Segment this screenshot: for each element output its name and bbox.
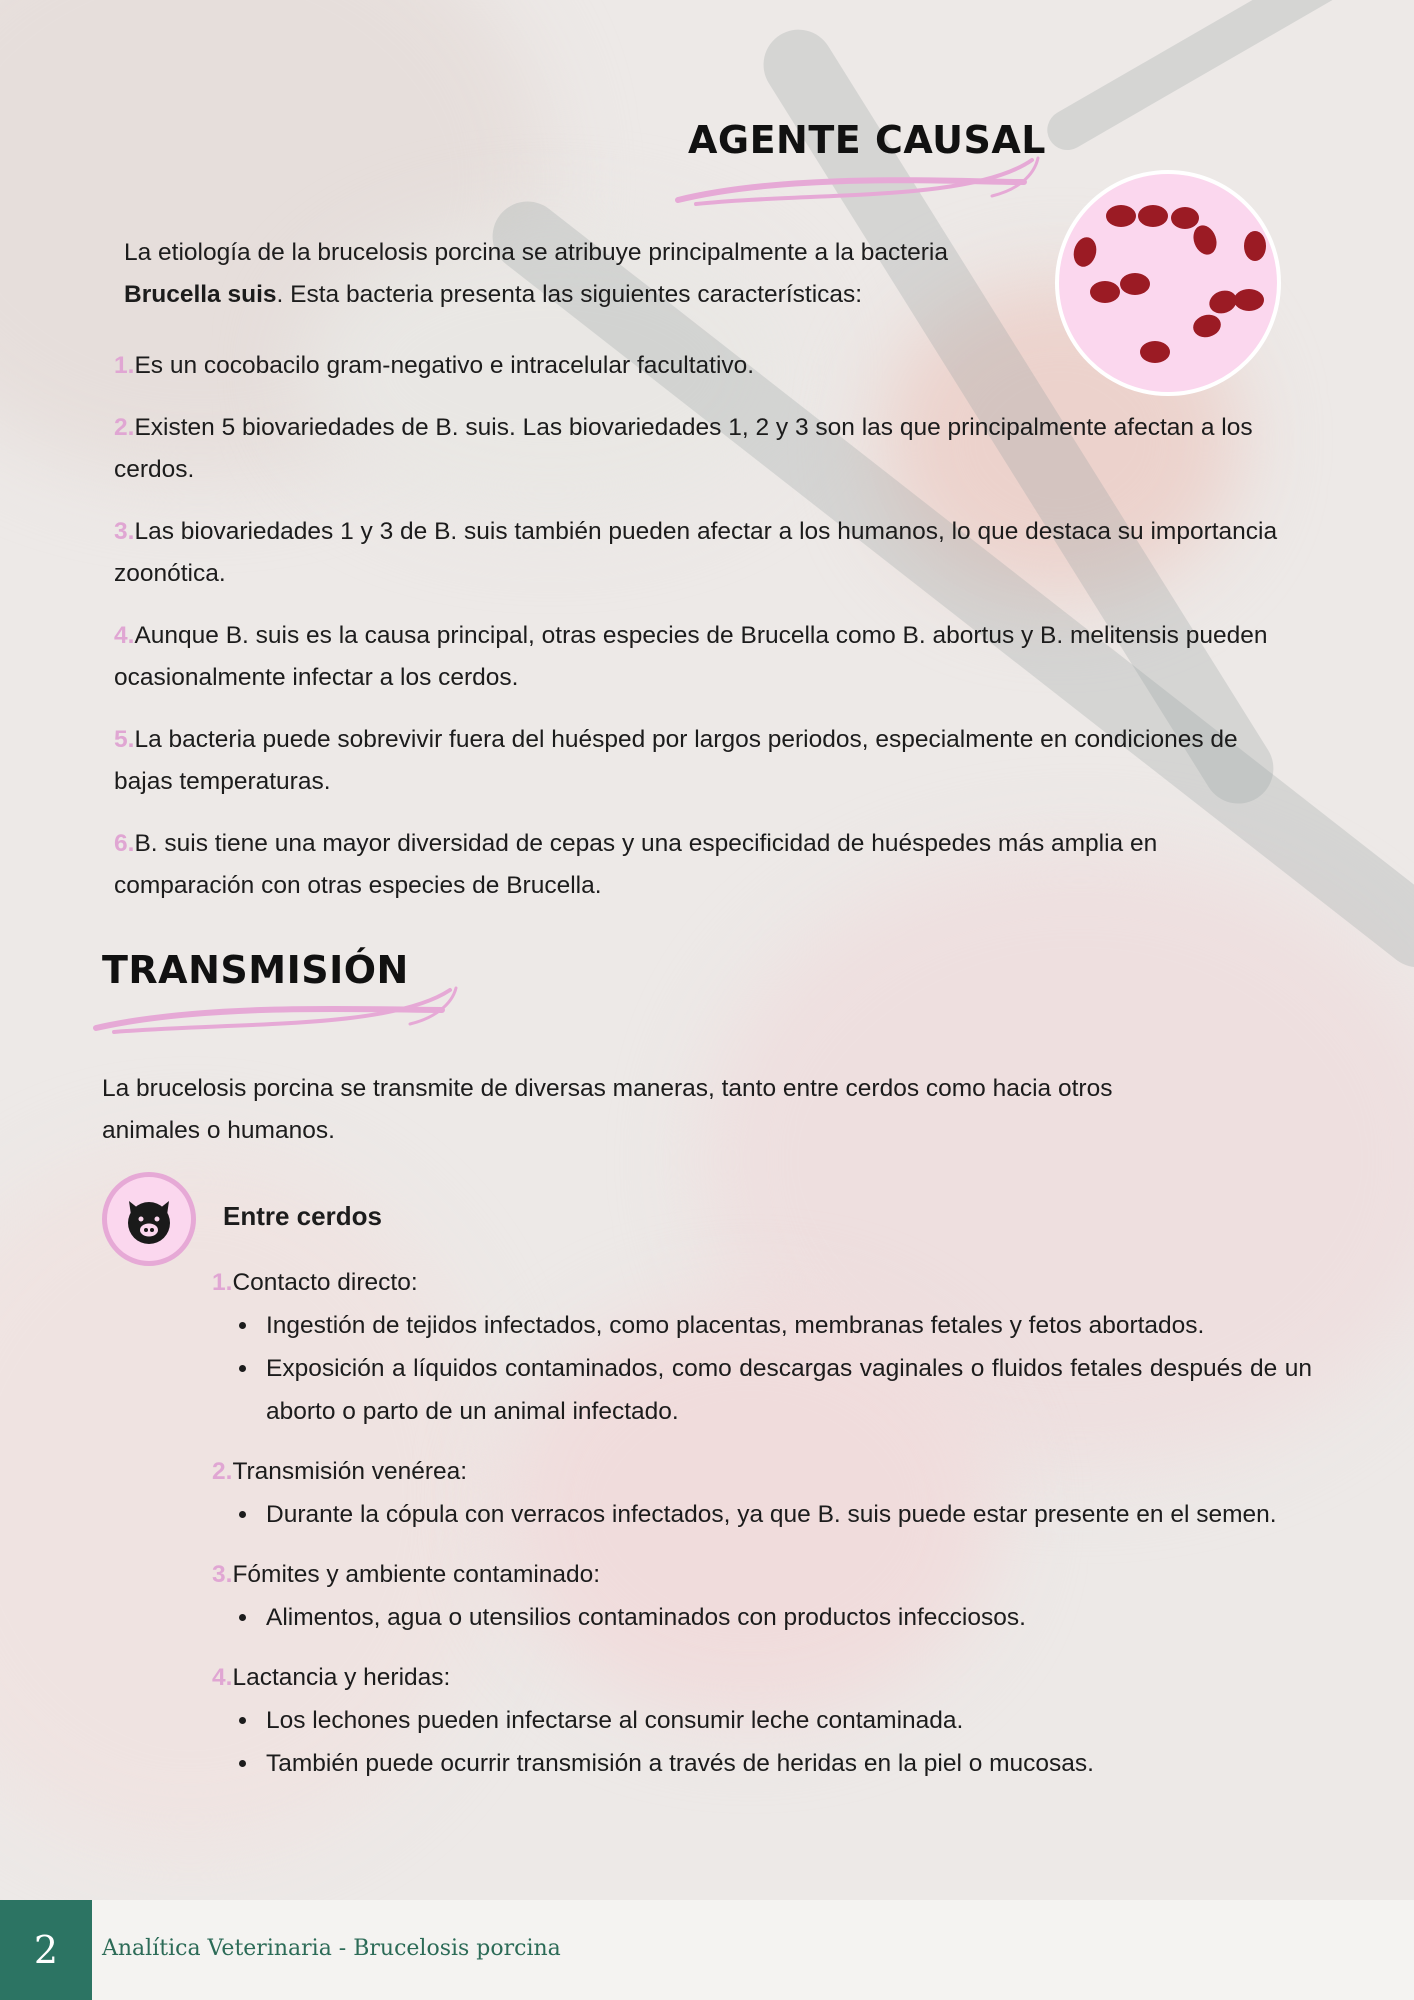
list-item: 2.Existen 5 biovariedades de B. suis. Las biovariedades 1, 2 y 3 son las que principalmente afectan a los cerdos. (114, 414, 1253, 483)
bullet-item: • Durante la cópula con verracos infectados, ya que B. suis puede estar presente en el semen. (260, 1493, 1312, 1536)
pig-icon (121, 1191, 177, 1247)
title-underline-swoosh (90, 982, 470, 1038)
page-footer (0, 1900, 1414, 2000)
intro-text: La etiología de la brucelosis porcina se atribuye principalmente a la bacteria (124, 239, 948, 266)
list-item: 6.B. suis tiene una mayor diversidad de cepas y una especificidad de huéspedes más amplia en comparación con otras especies de Brucella. (114, 830, 1158, 899)
bullet-item: • Exposición a líquidos contaminados, como descargas vaginales o fluidos fetales después de un aborto o parto de un animal infectado. (260, 1347, 1312, 1433)
transmision-intro: La brucelosis porcina se transmite de diversas maneras, tanto entre cerdos como hacia otros animales o humanos. (102, 1075, 1113, 1144)
transmision-routes (212, 1262, 1312, 1803)
intro-text-end: . Esta bacteria presenta las siguientes características: (276, 281, 863, 308)
route-group: 3.Fómites y ambiente contaminado: • Alimentos, agua o utensilios contaminados con productos infecciosos. (212, 1554, 1312, 1639)
list-item: 3.Las biovariedades 1 y 3 de B. suis también pueden afectar a los humanos, lo que destaca su importancia zoonótica. (114, 518, 1278, 587)
pig-badge (102, 1172, 196, 1266)
section-title-agente-causal: AGENTE CAUSAL (688, 118, 1046, 162)
list-item: 5.La bacteria puede sobrevivir fuera del huésped por largos periodos, especialmente en condiciones de bajas temperaturas. (114, 726, 1238, 795)
agente-characteristics-list (114, 345, 1284, 927)
footer-title: Analítica Veterinaria - Brucelosis porcina (102, 1936, 561, 1961)
bullet-item: • Ingestión de tejidos infectados, como placentas, membranas fetales y fetos abortados. (260, 1304, 1312, 1347)
title-underline-swoosh (672, 152, 1052, 210)
section-title-transmision: TRANSMISIÓN (102, 948, 409, 992)
bullet-item: • Alimentos, agua o utensilios contaminados con productos infecciosos. (260, 1596, 1312, 1639)
bullet-item: • También puede ocurrir transmisión a través de heridas en la piel o mucosas. (260, 1742, 1312, 1785)
agente-intro (124, 232, 1004, 316)
route-group: 2.Transmisión venérea: • Durante la cópula con verracos infectados, ya que B. suis puede estar presente en el semen. (212, 1451, 1312, 1536)
page-number: 2 (0, 1900, 92, 2000)
list-item: 1.Es un cocobacilo gram-negativo e intracelular facultativo. (114, 352, 755, 379)
list-item: 4.Aunque B. suis es la causa principal, otras especies de Brucella como B. abortus y B. melitensis pueden ocasionalmente infectar a los cerdos. (114, 622, 1268, 691)
route-group: 4.Lactancia y heridas: • Los lechones pueden infectarse al consumir leche contaminada. • También puede ocurrir transmisión a través de heridas en la piel o mucosas. (212, 1657, 1312, 1785)
bullet-item: • Los lechones pueden infectarse al consumir leche contaminada. (260, 1699, 1312, 1742)
route-group: 1.Contacto directo: • Ingestión de tejidos infectados, como placentas, membranas fetales y fetos abortados. • Exposición a líquidos contaminados, como descargas vaginales o fluidos fetales después de un aborto o parto de un animal infectado. (212, 1262, 1312, 1433)
subsection-title-entre-cerdos: Entre cerdos (223, 1201, 382, 1231)
intro-bold-species: Brucella suis (124, 281, 277, 308)
